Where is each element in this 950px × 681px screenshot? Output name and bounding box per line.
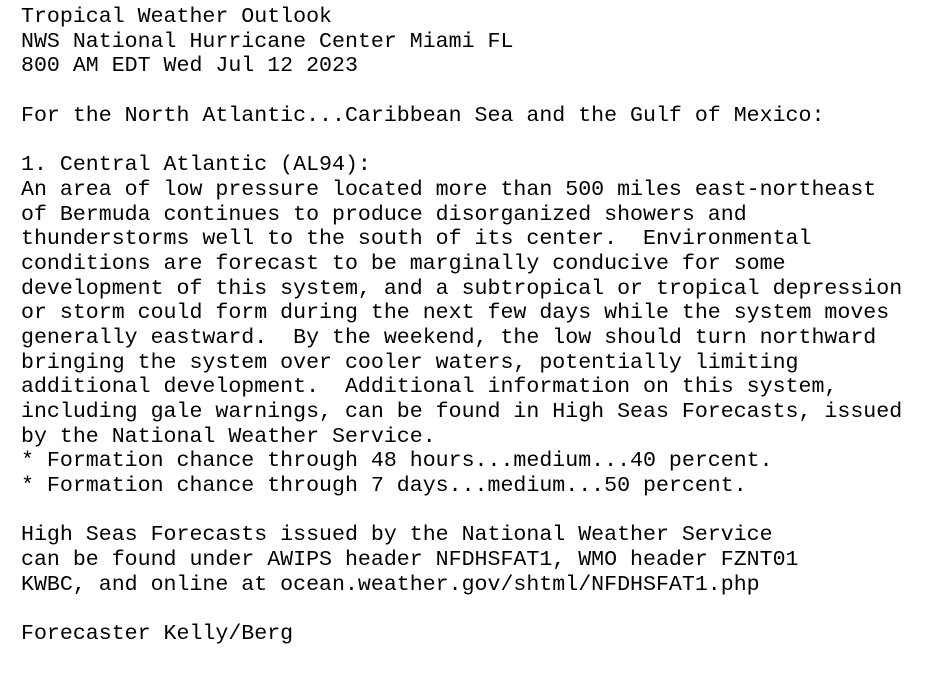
region-statement: For the North Atlantic...Caribbean Sea and the Gulf of Mexico:	[21, 103, 825, 128]
forecaster-signature: Forecaster Kelly/Berg	[21, 622, 294, 647]
system-heading: 1. Central Atlantic (AL94):	[21, 153, 371, 178]
discussion-line: thunderstorms well to the south of its center. Environmental	[21, 227, 812, 252]
discussion-line: generally eastward. By the weekend, the low should turn northward	[21, 325, 877, 350]
discussion-line: An area of low pressure located more than 500 miles east-northeast	[21, 177, 877, 202]
issue-time: 800 AM EDT Wed Jul 12 2023	[21, 54, 358, 79]
high-seas-line: can be found under AWIPS header NFDHSFAT1, WMO header FZNT01	[21, 548, 799, 573]
formation-chance-48h: * Formation chance through 48 hours...medium...40 percent.	[21, 449, 773, 474]
formation-chance-7d: * Formation chance through 7 days...medium...50 percent.	[21, 474, 747, 499]
blank-line	[21, 128, 950, 153]
discussion-line: by the National Weather Service.	[21, 424, 436, 449]
discussion-line: or storm could form during the next few days while the system moves	[21, 301, 890, 326]
discussion-line: conditions are forecast to be marginally conducive for some	[21, 251, 786, 276]
discussion-line: development of this system, and a subtropical or tropical depression	[21, 276, 903, 301]
blank-line	[21, 499, 950, 524]
blank-line	[21, 598, 950, 623]
discussion-line: including gale warnings, can be found in High Seas Forecasts, issued	[21, 400, 903, 424]
discussion-line: of Bermuda continues to produce disorganized showers and	[21, 202, 747, 227]
issuing-office: NWS National Hurricane Center Miami FL	[21, 29, 514, 54]
high-seas-line: High Seas Forecasts issued by the National Weather Service	[21, 523, 773, 548]
blank-line	[21, 79, 950, 104]
high-seas-line: KWBC, and online at ocean.weather.gov/shtml/NFDHSFAT1.php	[21, 572, 760, 597]
discussion-line: additional development. Additional information on this system,	[21, 375, 838, 400]
discussion-line: bringing the system over cooler waters, potentially limiting	[21, 350, 799, 375]
product-title: Tropical Weather Outlook	[21, 5, 333, 29]
